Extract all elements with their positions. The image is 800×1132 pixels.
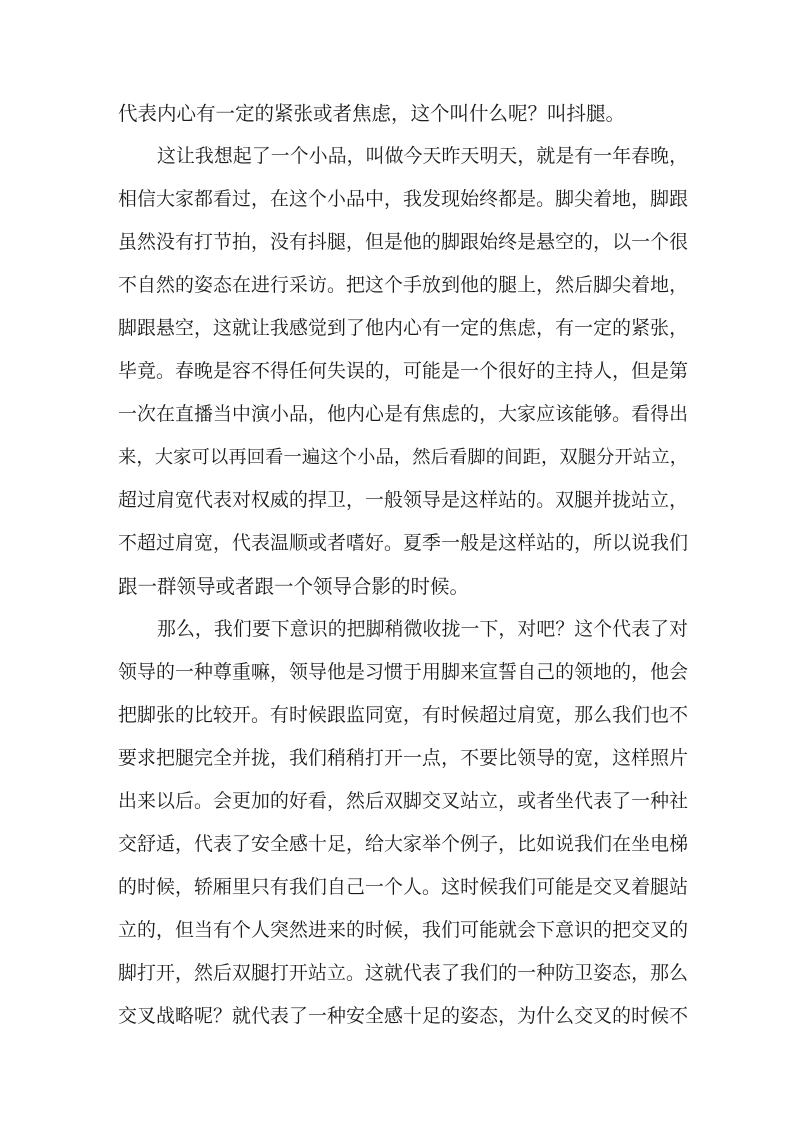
text-line: 不自然的姿态在进行采访。把这个手放到他的腿上，然后脚尖着地，: [118, 274, 688, 296]
text-line: 虽然没有打节拍，没有抖腿，但是他的脚跟始终是悬空的，以一个很: [118, 231, 688, 253]
text-line: 交舒适，代表了安全感十足，给大家举个例子，比如说我们在坐电梯: [118, 833, 688, 855]
text-line: 把脚张的比较开。有时候跟监同宽，有时候超过肩宽，那么我们也不: [118, 704, 688, 726]
text-line: 领导的一种尊重嘛，领导他是习惯于用脚来宣誓自己的领地的，他会: [118, 661, 688, 683]
text-line: 要求把腿完全并拢，我们稍稍打开一点，不要比领导的宽，这样照片: [118, 747, 688, 769]
text-line: 跟一群领导或者跟一个领导合影的时候。: [118, 575, 470, 598]
text-line: 脚打开，然后双腿打开站立。这就代表了我们的一种防卫姿态，那么: [118, 962, 688, 984]
text-line: 相信大家都看过，在这个小品中，我发现始终都是。脚尖着地，脚跟: [118, 188, 688, 210]
text-line: 那么，我们要下意识的把脚稍微收拢一下，对吧？这个代表了对: [157, 618, 688, 640]
text-line: 一次在直播当中演小品，他内心是有焦虑的，大家应该能够。看得出: [118, 403, 688, 425]
text-line: 代表内心有一定的紧张或者焦虑，这个叫什么呢？叫抖腿。: [118, 102, 626, 125]
text-line: 不超过肩宽，代表温顺或者嗜好。夏季一般是这样站的，所以说我们: [118, 532, 688, 554]
text-line: 这让我想起了一个小品，叫做今天昨天明天，就是有一年春晚，: [157, 145, 688, 167]
document-body: [118, 92, 688, 1038]
text-line: 交叉战略呢？就代表了一种安全感十足的姿态，为什么交叉的时候不: [118, 1005, 688, 1027]
text-line: 毕竟。春晚是容不得任何失误的，可能是一个很好的主持人，但是第: [118, 360, 688, 382]
text-line: 超过肩宽代表对权威的捍卫，一般领导是这样站的。双腿并拢站立，: [118, 489, 688, 511]
text-line: 立的，但当有个人突然进来的时候，我们可能就会下意识的把交叉的: [118, 919, 688, 941]
text-line: 的时候，轿厢里只有我们自己一个人。这时候我们可能是交叉着腿站: [118, 876, 688, 898]
text-line: 脚跟悬空，这就让我感觉到了他内心有一定的焦虑，有一定的紧张，: [118, 317, 688, 339]
text-line: 来，大家可以再回看一遍这个小品，然后看脚的间距，双腿分开站立，: [118, 447, 688, 468]
text-line: 出来以后。会更加的好看，然后双脚交叉站立，或者坐代表了一种社: [118, 790, 688, 812]
